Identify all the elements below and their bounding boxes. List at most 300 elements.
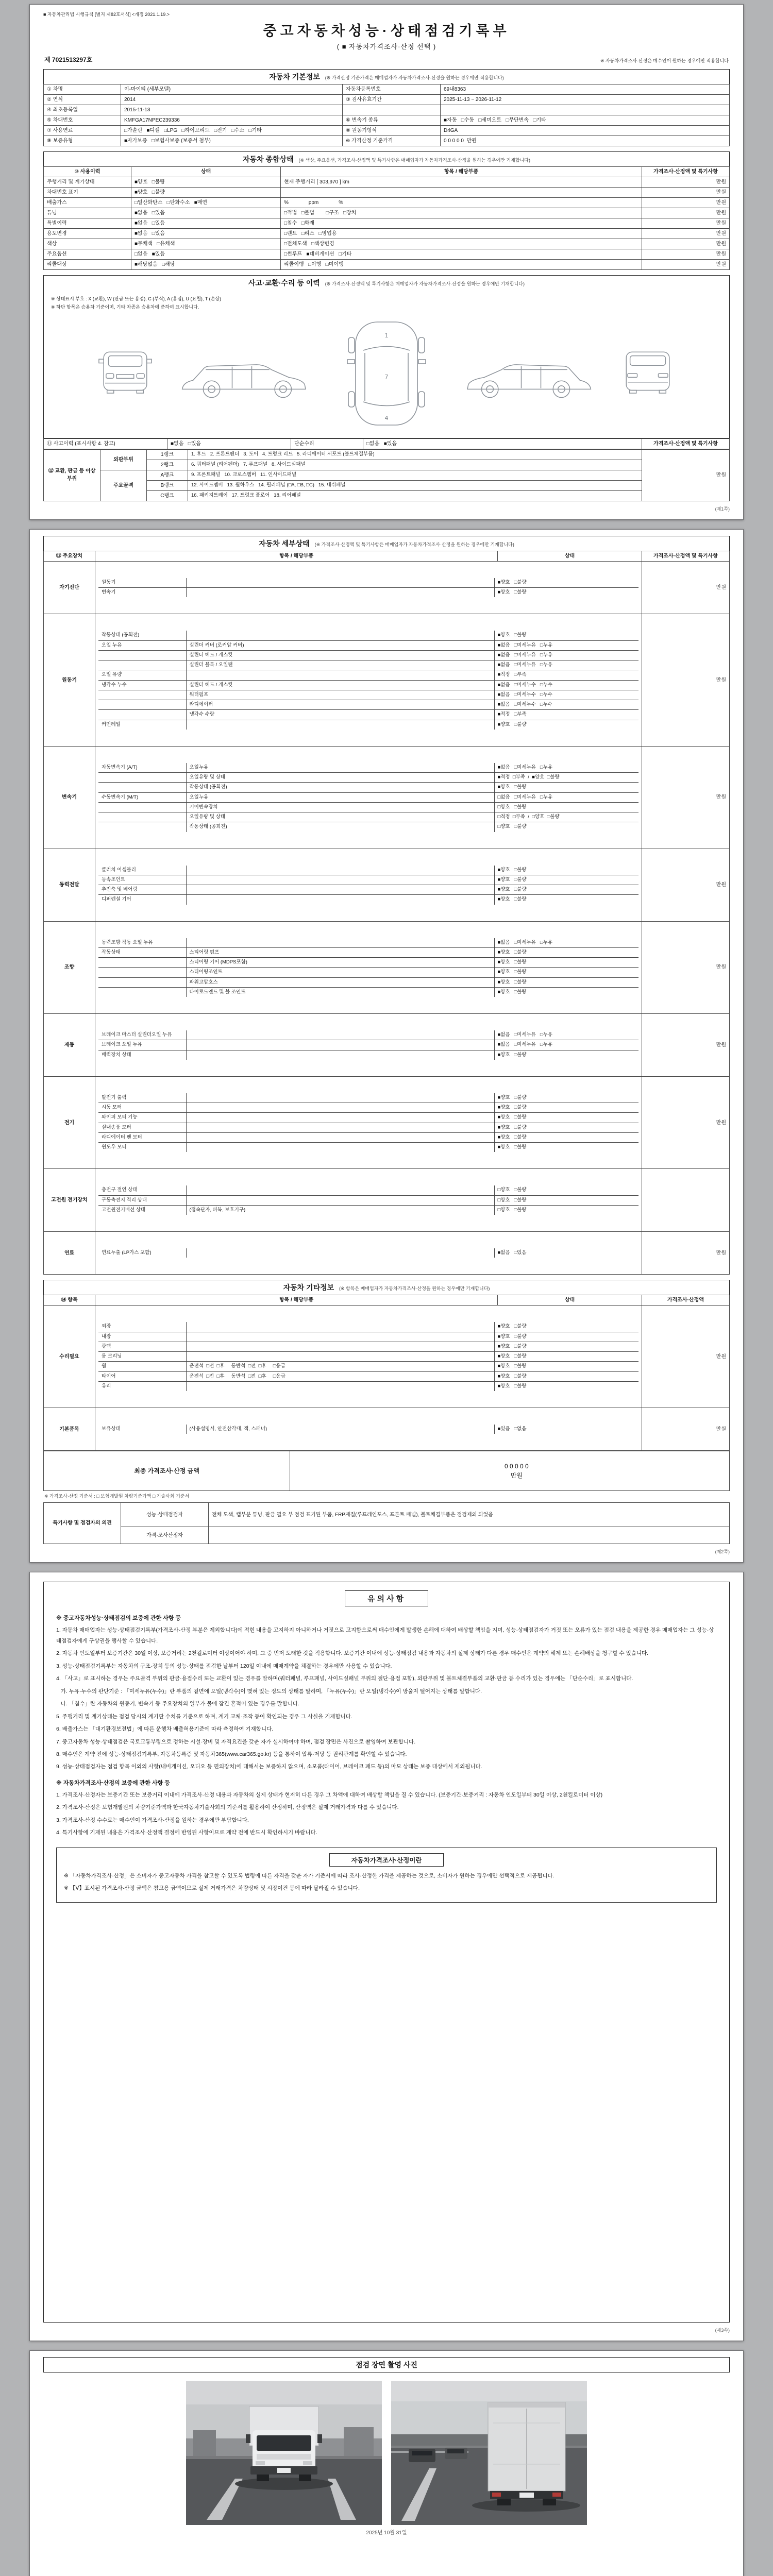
section-detail-state [43,536,730,551]
detail-row-item: 냉각수 누수 [98,680,186,690]
form-subtitle: ( ■ 자동차가격조사·산정 선택 ) [337,43,436,50]
final-price-table [43,1451,730,1491]
detail-col-status: 상태 [498,551,642,561]
final-price-unit: 만원 [510,1472,523,1480]
detail-row [98,1195,638,1205]
page2-footer: (제2쪽) [715,1549,730,1555]
detail-row-part: 작동상태 (공회전) [186,783,494,792]
first-reg-value: 2015-11-13 [121,105,343,115]
detail-row-item [98,968,186,977]
page1-footer: (제1쪽) [715,506,730,512]
car-name-value: 이-마이티 (세부모델) [121,84,343,95]
group-electric-label: 전기 [44,1076,95,1169]
detail-row [98,1248,638,1258]
detail-row-status: ■양호 □불량 [494,875,638,885]
detail-row [98,968,638,977]
detail-row-status: ■적정 □부족 / ■양호 □불량 [494,773,638,783]
transmission-label: ⑥ 변속기 종류 [343,115,441,126]
section-accident-note: (※ 가격조사·산정액 및 특기사항은 매매업자가 자동차가격조사·산정을 원하는 경우에만 기재합니다) [325,281,525,286]
etc-row-status: ■양호 □불량 [494,1371,638,1381]
detail-row-part: 작동상태 (공회전) [186,822,494,832]
inspection-photo-front [186,2381,382,2525]
section-photos-title: 점검 장면 촬영 사진 [356,2361,417,2369]
notice-paragraph: 나. 「침수」란 자동차의 원동기, 변속기 등 주요장치의 일부가 물에 잠긴 흔적이 있는 경우를 말합니다. [56,1701,300,1707]
fuel-value: □가솔린 ■디젤 □LPG □하이브리드 □전기 □수소 □기타 [121,126,343,136]
overall-row-status: □일산화탄소 □탄화수소 ■매연 [131,198,281,208]
detail-row-item: 연료누출 (LP가스 포함) [98,1248,186,1258]
accident-price-col: 가격조사·산정액 및 특기사항 [642,438,730,449]
overall-row-status: □없음 ■있음 [131,249,281,260]
remarks-table [43,1502,730,1544]
overall-row-price: 만원 [642,249,730,260]
notice-paragraph: 3. 가격조사·산정 수수료는 매수인이 가격조사·산정을 원하는 경우에만 부담합니다. [56,1817,249,1823]
detail-row-status: ■없음 □미세누유 □누유 [494,660,638,670]
overall-row-label: 특별이력 [44,218,131,229]
overall-row-price: 만원 [642,229,730,239]
final-price-value [290,1451,730,1491]
overall-row-extra: % ppm % [281,198,642,208]
detail-row-part [186,720,494,730]
etc-row-item: 룸 크리닝 [98,1352,186,1362]
group-fuel-price: 만원 [642,1232,730,1275]
overall-row [44,208,730,218]
section-etc-note: (※ 항목은 매매업자가 자동차가격조사·산정을 원하는 경우에만 기재합니다) [339,1286,490,1292]
remarks-inspector-label: 성능·상태점검자 [121,1503,209,1527]
detail-row-item: 동력조향 작동 오일 누유 [98,938,186,948]
detail-row [98,1113,638,1123]
detail-row [98,938,638,948]
detail-row-part [186,938,494,948]
reg-no-value: 69내8363 [441,84,730,95]
group-engine-price: 만원 [642,614,730,747]
overall-row-status: ■없음 □있음 [131,208,281,218]
etc-row-detail: (사용설명서, 안전삼각대, 잭, 스패너) [186,1425,494,1434]
overall-row-status: ■없음 □있음 [131,229,281,239]
section-basic-info [43,69,730,84]
group-steering-price: 만원 [642,921,730,1014]
etc-row-status: ■양호 □불량 [494,1352,638,1362]
notice-paragraph: 1. 자동차 매매업자는 성능·상태점검기록부(가격조사·산정 부분은 제외합니다)에 적힌 내용을 고지하지 아니하거나 거짓으로 고지함으로써 매수인에게 발생한 손해에 대하여 배상할 책임을 지며, 성능·상태점검자가 거짓 또는 오류가 있는 점검 내용을 제공한 경우 매매업자는 그 성능·상태점검자에게 구상권을 행사할 수 있습니다. [56,1627,714,1644]
detail-row-part [186,631,494,640]
notice-sec1-heading: ※ 중고자동차성능·상태점검의 보증에 관한 사항 등 [56,1615,181,1622]
remarks-box-label: 특기사항 및 점검자의 의견 [44,1503,121,1544]
detail-row-item: 배력장치 상태 [98,1050,186,1060]
section-etc-info [43,1280,730,1295]
detail-row-item: 수동변속기 (M/T) [98,792,186,802]
detail-row-part [186,1113,494,1123]
detail-row [98,763,638,773]
detail-row [98,822,638,832]
detail-row [98,885,638,895]
simple-repair-label: 단순수리 [291,438,363,449]
notice-paragraph: 3. 성능·상태점검기록부는 자동차의 구조·장치 등의 성능·상태를 점검한 날부터 120일 이내에 매매계약을 체결하는 경우에만 사용할 수 있습니다. [56,1663,392,1669]
detail-row-item [98,783,186,792]
group-electric-price: 만원 [642,1076,730,1169]
inspection-photo-rear [391,2381,587,2525]
overall-row-price: 만원 [642,208,730,218]
notice-sec2-list [56,1790,717,1838]
price-appraisal-box-lines [64,1871,709,1894]
notice-title: 유의사항 [345,1590,428,1606]
car-name-label: ① 차명 [44,84,121,95]
overall-row-price: 만원 [642,260,730,270]
detail-row-part [186,1103,494,1113]
overall-row [44,239,730,249]
etc-row-detail: 운전석 □전 □후 동반석 □전 □후 □응급 [186,1362,494,1371]
overall-row-price: 만원 [642,188,730,198]
detail-row-status: □양호 □불량 [494,1195,638,1205]
detail-row-part: 냉각수 수량 [186,710,494,720]
detail-row-status: ■양호 □불량 [494,977,638,987]
overall-row-status: ■양호 □불량 [131,188,281,198]
etc-row-detail [186,1342,494,1351]
notice-paragraph: 6. 배출가스는 「대기환경보전법」에 따른 운행차 배출허용기준에 따라 측정하여 기재합니다. [56,1726,274,1733]
detail-row [98,1093,638,1103]
document-number: 제 7021513297호 [44,56,93,63]
base-price-label: ※ 가격산정 기준가격 [343,136,441,146]
overall-row [44,260,730,270]
overall-row [44,188,730,198]
detail-row-part: 오일유량 및 상태 [186,812,494,822]
overall-row-label: 주행거리 및 계기상태 [44,177,131,188]
group-powertrain-price: 만원 [642,849,730,921]
detail-row-status: □양호 □불량 [494,802,638,812]
group-selfdiag-price: 만원 [642,561,730,614]
car-diagram-rear-view [614,325,681,422]
warranty-value: ■자가보증 □보험사보증 (보증서 첨부) [121,136,343,146]
detail-row-status: □양호 □불량 [494,1185,638,1195]
inspection-valid-value: 2025-11-13 ~ 2026-11-12 [441,95,730,105]
detail-row-part [186,1143,494,1153]
detail-row-status: ■양호 □불량 [494,968,638,977]
detail-row [98,895,638,905]
detail-row-item: 작동상태 [98,947,186,957]
remarks-appraiser-text [209,1527,730,1544]
detail-row [98,631,638,640]
group-brake-price: 만원 [642,1014,730,1077]
first-reg-label: ④ 최초등록일 [44,105,121,115]
vin-label: ⑤ 차대번호 [44,115,121,126]
detail-row-status: ■양호 □불량 [494,783,638,792]
photo-caption: 2025년 10월 31일 [366,2530,407,2536]
overall-row-extra: □썬루프 ■네비게이션 □기타 [281,249,642,260]
detail-row-part [186,875,494,885]
detail-row-part [186,1030,494,1040]
page-2 [29,529,744,1563]
detail-row-status: ■양호 □불량 [497,989,527,995]
base-price-value: 0 0 0 0 0 만원 [441,136,730,146]
detail-row [98,640,638,650]
detail-row [98,1123,638,1132]
section-accident-title: 사고·교환·수리 등 이력 [248,279,320,287]
etc-row-item: 광택 [98,1342,186,1351]
detail-row [98,987,638,997]
detail-row [98,1030,638,1040]
detail-row-status: ■양호 □불량 [494,1123,638,1132]
etc-row [98,1332,638,1342]
detail-row [98,670,638,680]
notice-paragraph: 2. 가격조사·산정은 보험개발원의 차량기준가액과 한국자동차기술사회의 기준서를 활용하여 산정하며, 산정액은 실제 거래가격과 다를 수 있습니다. [56,1804,399,1811]
group-basicitem-price: 만원 [642,1408,730,1451]
detail-row [98,578,638,588]
detail-row-item [98,958,186,968]
notice-paragraph: 8. 매수인은 계약 전에 성능·상태점검기록부, 자동차등록증 및 자동차365(www.car365.go.kr) 등을 통하여 압류·저당 등 권리관계를 확인할 수 있습니다. [56,1751,407,1757]
rankA-label: A랭크 [147,470,188,480]
group-transmission-price: 만원 [642,746,730,849]
detail-row-item: 윈도우 모터 [98,1143,186,1153]
detail-row-part [186,1123,494,1132]
detail-row-part: 기어변속장치 [186,802,494,812]
notice-paragraph: 9. 성능·상태점검자는 점검 항목 이외의 사항(내비게이션, 오디오 등 편의장치)에 대해서는 보증하지 않으며, 소모품(타이어, 브레이크 패드 등)의 마모 상태는 보증 대상에서 제외됩니다. [56,1764,482,1770]
section-detail-note: (※ 가격조사·산정액 및 특기사항은 매매업자가 자동차가격조사·산정을 원하는 경우에만 기재합니다) [314,541,514,547]
accident-history-status: ■없음 □있음 [167,438,291,449]
detail-row [98,710,638,720]
detail-row-status: ■없음 □미세누유 □누유 [494,1030,638,1040]
detail-row-item [98,977,186,987]
notice-paragraph: ※ 「자동차가격조사·산정」은 소비자가 중고자동차 가격을 참고할 수 있도록 법령에 따른 자격을 갖춘 자가 기준서에 따라 조사·산정한 가격을 제공하는 것으로, 소비자가 원하는 경우에만 선택적으로 제공됩니다. [64,1872,554,1879]
rankA-items: 9. 프론트패널 10. 크로스멤버 11. 인사이드패널 [188,470,642,480]
etc-row-item: 타이어 [98,1371,186,1381]
reg-no-label: 자동차등록번호 [343,84,441,95]
overall-col-price: 가격조사·산정액 및 특기사항 [642,167,730,177]
detail-row-item: 브레이크 마스터 실린더오일 누유 [98,1030,186,1040]
notice-paragraph: 2. 자동차 인도일부터 보증기간은 30일 이상, 보증거리는 2천킬로미터 이상이어야 하며, 그 중 먼저 도래한 것을 적용합니다. 보증기간 이내에 성능·상태점검 내용과 자동차의 실제 상태가 다른 경우 매수인은 계약의 해제 또는 손해배상을 청구할 수 있습니다. [56,1650,649,1657]
detail-row-status: ■적정 □부족 [494,670,638,680]
detail-row [98,875,638,885]
fuel-label: ⑦ 사용연료 [44,126,121,136]
page-4 [29,2350,744,2576]
detail-row-part [186,885,494,895]
overall-row-status: ■해당없음 □해당 [131,260,281,270]
etc-row-item: 휠 [98,1362,186,1371]
detail-row-status: □적정 □부족 / □양호 □불량 [494,812,638,822]
etc-row [98,1342,638,1351]
detail-row [98,588,638,598]
etc-row-status: ■양호 □불량 [497,1383,527,1389]
detail-row-item: 자동변속기 (A/T) [98,763,186,773]
detail-row-part: 실린더 블록 / 오일팬 [186,660,494,670]
group-powertrain-label: 동력전달 [44,849,95,921]
section-basic-title: 자동차 기본정보 [269,73,320,81]
detail-row-item: 브레이크 오일 누유 [98,1040,186,1050]
etc-col-part: 항목 / 해당부품 [95,1295,498,1306]
car-diagram-top-view [335,314,438,433]
detail-row-part: (접속단자, 피복, 보호기구) [186,1205,494,1215]
detail-col-item: 항목 / 해당부품 [95,551,498,561]
detail-row [98,680,638,690]
notice-sec2-heading: ※ 자동차가격조사·산정의 보증에 관한 사항 등 [56,1780,170,1786]
detail-row-item: 충전구 절연 상태 [98,1185,186,1195]
svg-text:1: 1 [384,332,389,339]
detail-row-item: 커먼레일 [98,720,186,730]
etc-col-price: 가격조사·산정액 [642,1295,730,1306]
outer-panel-label: 외판부위 [100,449,147,470]
detail-row-item: 오일 누유 [98,640,186,650]
detail-state-table [43,551,730,1275]
detail-row-status: ■양호 □불량 [494,1113,638,1123]
detail-row [98,1185,638,1195]
etc-row-status: ■양호 □불량 [494,1342,638,1351]
final-price-note: ※ 가격조사·산정 기준서 : □ 보험개발원 차량기준가액 □ 기술사회 기준서 [44,1494,190,1499]
detail-row-part: 워터펌프 [186,690,494,700]
etc-row [98,1322,638,1332]
detail-row-item: 실내송풍 모터 [98,1123,186,1132]
detail-row-status: ■없음 □미세누유 □누유 [494,1040,638,1050]
detail-row-item: 발전기 출력 [98,1093,186,1103]
detail-row [98,650,638,660]
etc-row-status: ■양호 □불량 [494,1332,638,1342]
detail-row-item [98,660,186,670]
year-value: 2014 [121,95,343,105]
detail-row-status: ■양호 □불량 [497,896,527,903]
detail-row-status: ■없음 □미세누유 □누유 [494,938,638,948]
final-price-amount: 0 0 0 0 0 [504,1463,529,1470]
simple-repair-status: □없음 ■있음 [363,438,642,449]
car-diagram-front-view [92,325,159,422]
transmission-value: ■자동 □수동 □세미오토 □무단변속 □기타 [441,115,730,126]
group-repair-label: 수리필요 [44,1306,95,1408]
detail-row [98,866,638,875]
group-highvoltage-price [642,1169,730,1232]
rank2-items: 6. 쿼터패널 (리어펜더) 7. 루프패널 8. 사이드실패널 [188,460,642,470]
accident-history-table [43,438,730,449]
detail-row-status: ■양호 □불량 [494,1093,638,1103]
detail-row-part [186,1050,494,1060]
detail-row-item [98,710,186,720]
detail-row-item: 등속조인트 [98,875,186,885]
detail-row-item [98,700,186,710]
detail-row [98,1143,638,1153]
inspection-valid-label: ③ 검사유효기간 [343,95,441,105]
basic-info-table [43,84,730,146]
section-accident-history [43,275,730,290]
detail-row-status: ■양호 □불량 [497,1144,527,1150]
form-title: 중고자동차성능·상태점검기록부 [263,23,510,39]
engine-type-value: D4GA [441,126,730,136]
overall-row-label: 튜닝 [44,208,131,218]
detail-row-part: 파워고압호스 [186,977,494,987]
notice-paragraph: 가. 누유·누수의 판단기준 : 「미세누유(누수)」란 부품의 겉면에 오일(냉각수)이 맺혀 있는 정도의 상태를 말하며, 「누유(누수)」란 오일(냉각수)이 방울져 떨어지는 상태를 말합니다. [56,1688,482,1694]
form-subtitle-note: ※ 자동차가격조사·산정은 매수인이 원하는 경우에만 적용합니다 [600,58,729,63]
notice-paragraph: 7. 중고자동차 성능·상태점검은 국토교통부령으로 정하는 시설·장비 및 자격요건을 갖춘 자가 실시하여야 하며, 점검 장면은 사진으로 촬영하여 보관합니다. [56,1738,416,1745]
remarks-appraiser-label: 가격·조사산정자 [121,1527,209,1544]
section-detail-title: 자동차 세부상태 [259,539,310,548]
detail-row-part [186,578,494,588]
car-damage-diagram-box [43,290,730,438]
detail-row-part [186,1093,494,1103]
overall-state-table [43,166,730,270]
detail-row-status: □양호 □불량 [497,824,527,830]
rankB-label: B랭크 [147,480,188,490]
detail-row [98,1050,638,1060]
detail-row-part: 스티어링조인트 [186,968,494,977]
overall-col-status: 상태 [131,167,281,177]
detail-row-item: 변속기 [98,588,186,598]
overall-row-price: 만원 [642,239,730,249]
etc-row [98,1381,638,1391]
detail-row-part [186,1248,494,1258]
notice-sec1-list [56,1625,717,1772]
detail-row-status: ■양호 □불량 [494,1103,638,1113]
group-basicitem-label: 기본품목 [44,1408,95,1451]
etc-col-item: ⑭ 항목 [44,1295,95,1306]
rankC-items: 16. 패키지트레이 17. 트렁크 플로어 18. 리어패널 [188,490,642,501]
detail-row-item: 원동기 [98,578,186,588]
section-overall-title: 자동차 종합상태 [243,155,294,163]
etc-row-status: ■있음 □없음 [497,1426,527,1432]
detail-row [98,773,638,783]
detail-row-status: □양호 □불량 [497,1207,527,1213]
etc-row-item: 보유상태 [98,1425,186,1434]
detail-row-part [186,866,494,875]
detail-row-item [98,802,186,812]
etc-row-status: ■양호 □불량 [494,1362,638,1371]
warranty-label: ⑨ 보증유형 [44,136,121,146]
etc-row-detail: 운전석 □전 □후 동반석 □전 □후 □응급 [186,1371,494,1381]
notice-paragraph: 4. 「사고」로 표시하는 경우는 주요골격 부위의 판금·용접수리 또는 교환이 있는 경우를 말하며(쿼터패널, 루프패널, 사이드실패널 부위의 절단·용접 포함), 외판부위 및 볼트체결부품의 교환·판금 등 수리가 있는 경우에는 「단순수리」로 표시합니다. [56,1675,633,1682]
overall-row-extra: □렌트 □리스 □영업용 [281,229,642,239]
page-1 [29,4,744,520]
detail-row-status: ■양호 □불량 [494,578,638,588]
main-frame-label: 주요골격 [100,470,147,501]
detail-row-status: ■양호 □불량 [494,885,638,895]
etc-row-item: 유리 [98,1381,186,1391]
detail-row-part [186,1185,494,1195]
notice-paragraph: 4. 특기사항에 기재된 내용은 가격조사·산정액 결정에 반영된 사항이므로 계약 전에 반드시 확인하시기 바랍니다. [56,1829,317,1836]
overall-row-price: 만원 [642,218,730,229]
damage-legend-1: ※ 상태표시 부호 : X (교환), W (판금 또는 용접), C (부식), A (흠집), U (요철), T (손상) [51,296,221,301]
detail-row-item: 고전원전기배선 상태 [98,1205,186,1215]
group-repair-price: 만원 [642,1306,730,1408]
overall-row-status: ■없음 □있음 [131,218,281,229]
detail-row-part [186,895,494,905]
overall-row-extra: □적법 □불법 □구조 □장치 [281,208,642,218]
notice-paragraph: 1. 가격조사·산정자는 보증기간 또는 보증거리 이내에 가격조사·산정 내용과 자동차의 실제 상태가 현저히 다른 경우 그 차액에 대하여 배상할 책임을 질 수 있습니다. (보증기간·보증거리 : 자동차 인도일부터 30일 이상, 2천킬로미터 이상) [56,1791,603,1798]
detail-row-item: 디퍼렌셜 기어 [98,895,186,905]
section-overall-state [43,151,730,166]
overall-col-use: ⑩ 사용이력 [44,167,131,177]
detail-row-status: ■양호 □불량 [494,631,638,640]
detail-row-status: ■양호 □불량 [497,589,527,596]
detail-row-part: 라디에이터 [186,700,494,710]
notice-paragraph: 5. 주행거리 및 계기상태는 점검 당시의 계기판 수치를 기준으로 하며, 계기 교체·조작 등이 확인되는 경우 그 사실을 기재합니다. [56,1713,352,1720]
car-diagram-left-side-view [172,325,322,422]
detail-row [98,977,638,987]
section-photos [43,2357,730,2372]
detail-row-part [186,1195,494,1205]
etc-row-detail [186,1332,494,1342]
detail-row [98,812,638,822]
empty-label [343,105,441,115]
svg-text:4: 4 [384,414,389,421]
detail-row [98,783,638,792]
overall-row-label: 주요옵션 [44,249,131,260]
detail-row-item: 추진축 및 베어링 [98,885,186,895]
damage-legend-2: ※ 하단 항목은 승용차 기준이며, 기타 차종은 승용차에 준하여 표시합니다. [51,304,199,310]
etc-row-detail [186,1381,494,1391]
exchange-price: 만원 [642,449,730,501]
detail-row [98,720,638,730]
exchange-panel-table [43,449,730,501]
notice-paragraph: ※ 【Ⅴ】표시된 가격조사·산정 금액은 참고용 금액이므로 실제 거래가격은 차량상태 및 시장여건 등에 따라 달라질 수 있습니다. [64,1885,360,1892]
overall-col-item: 항목 / 해당부품 [281,167,642,177]
detail-row-part [186,670,494,680]
vin-value: KMFGA17NPEC239336 [121,115,343,126]
page3-footer: (제3쪽) [715,2328,730,2333]
detail-row-status: ■양호 □불량 [494,958,638,968]
detail-row [98,958,638,968]
year-label: ② 연식 [44,95,121,105]
